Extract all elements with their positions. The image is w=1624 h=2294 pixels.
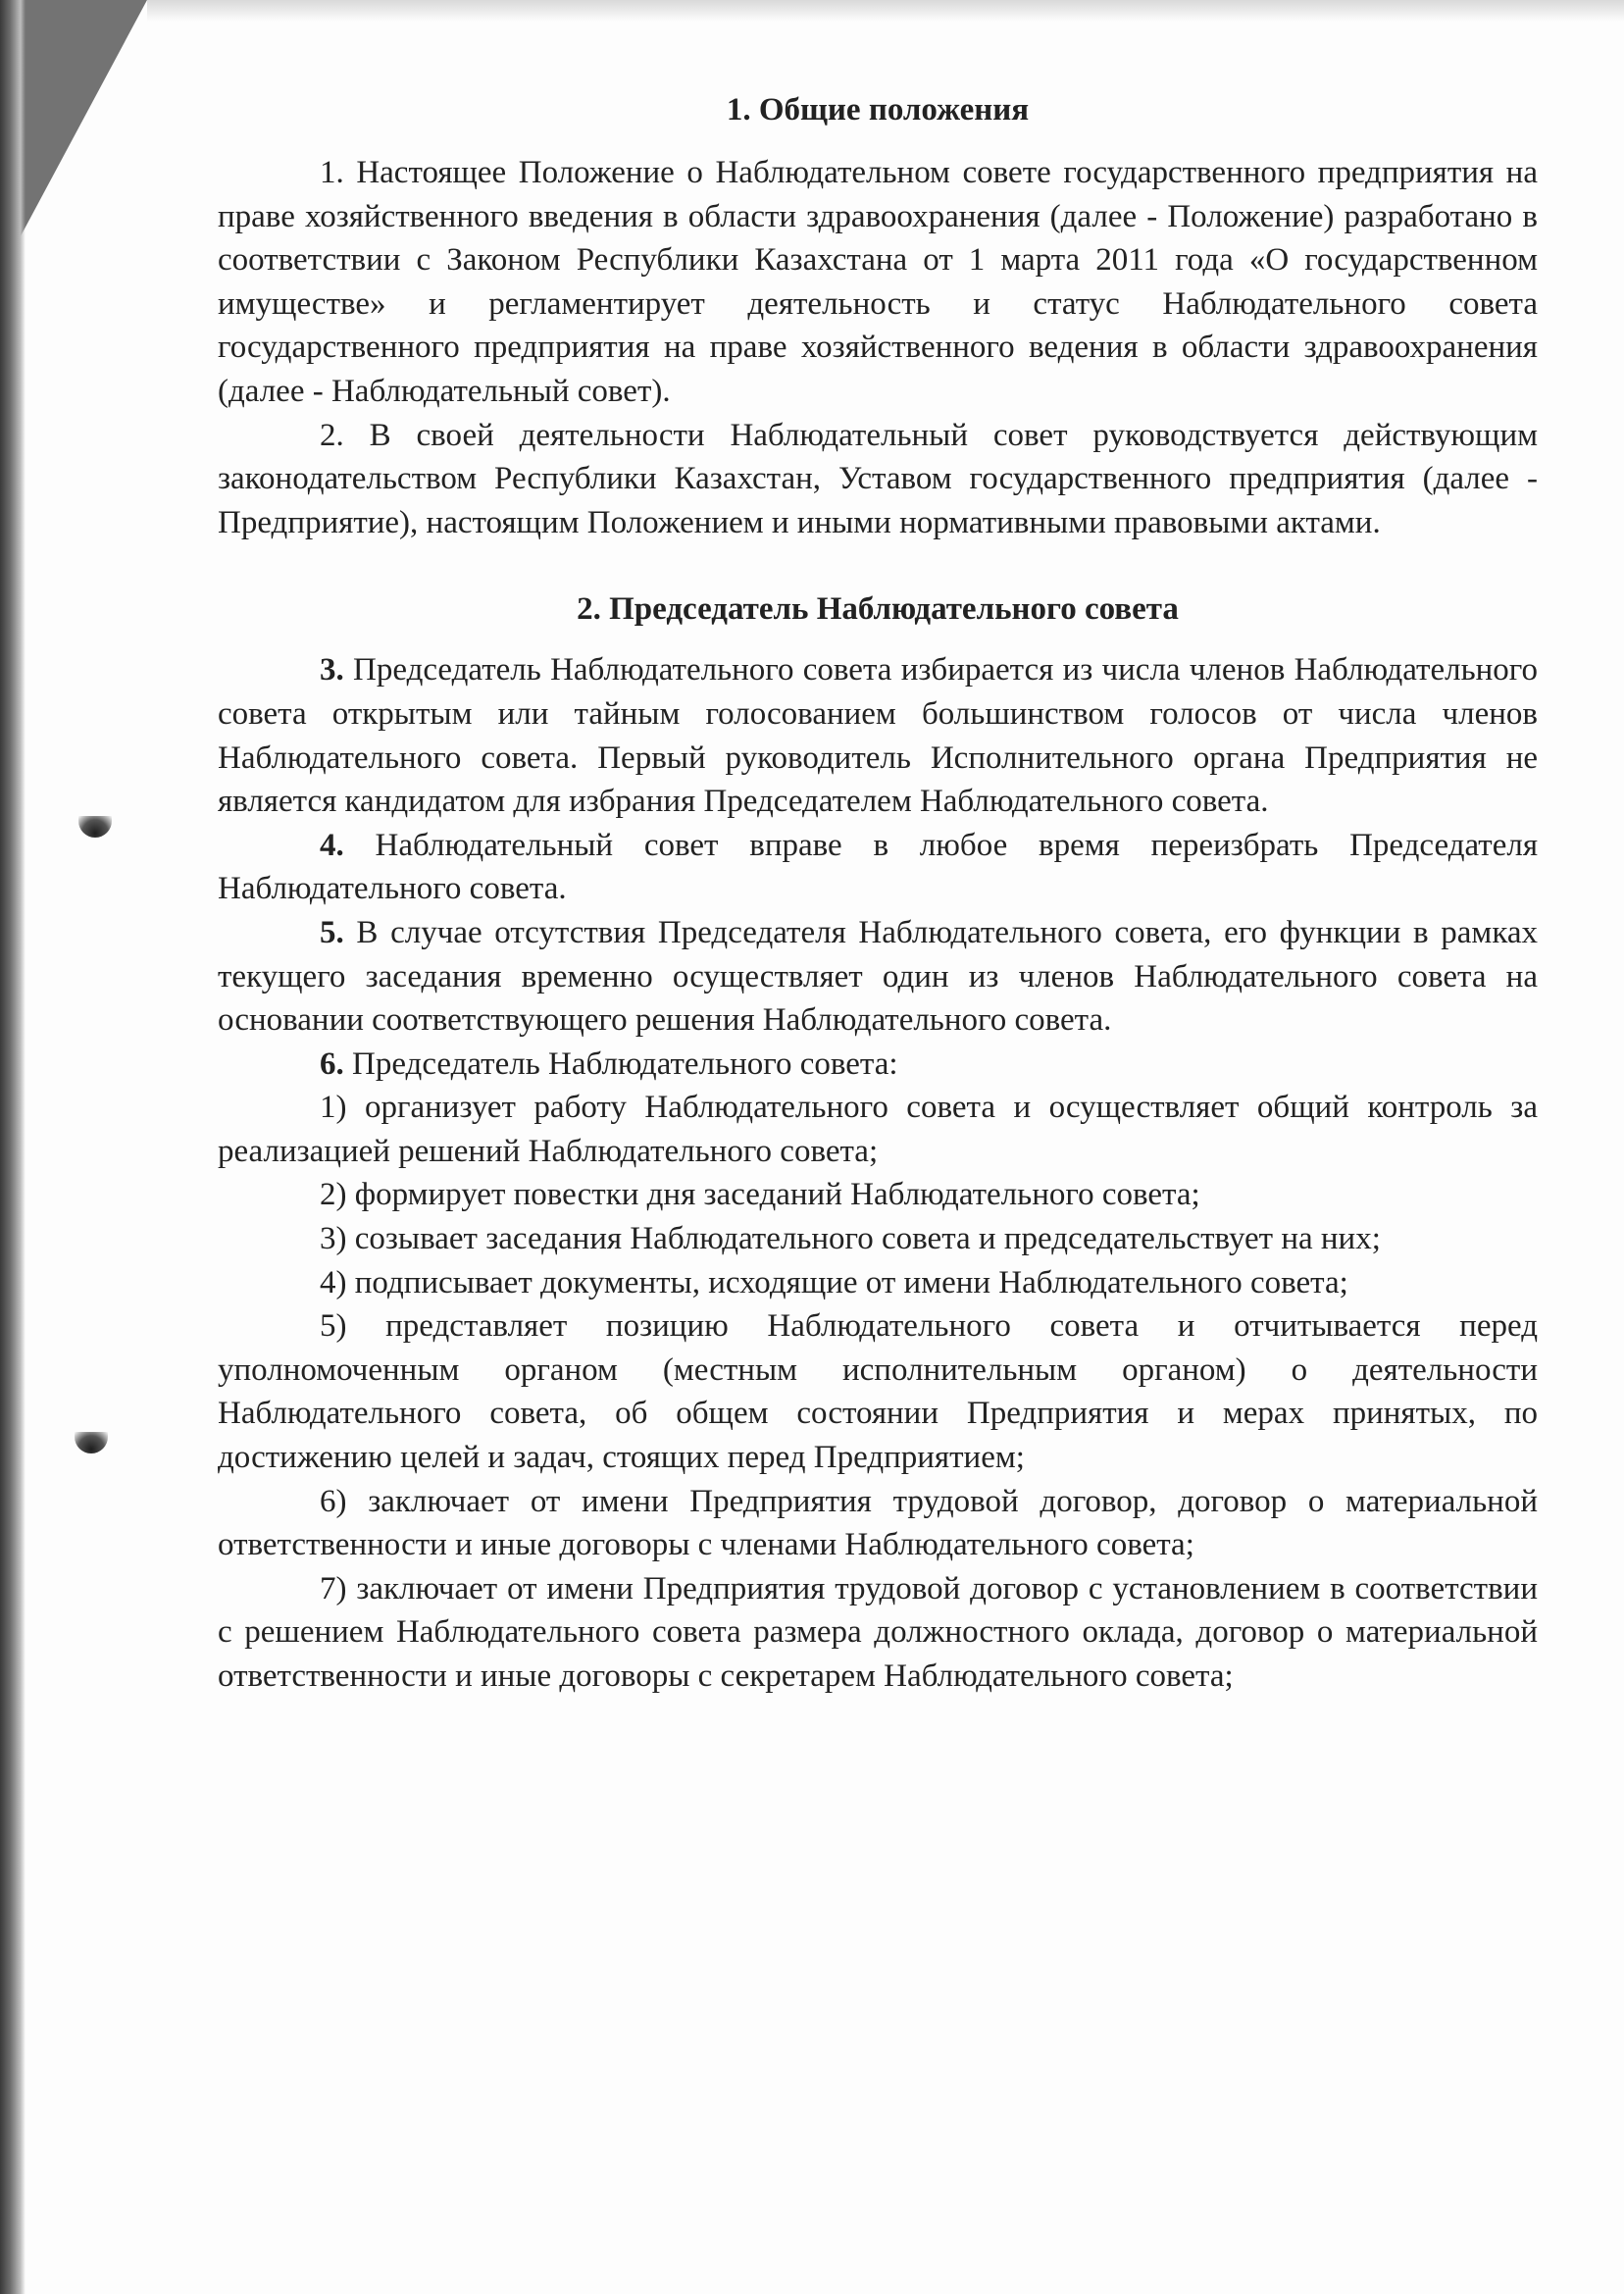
- paragraph-1: 1. Настоящее Положение о Наблюдательном совете государственного предприятия на праве хозяйственного введения в области здравоохранения (далее - Положение) разработано в соответствии с Законом Республики Казахстана от 1 марта 2011 года «О государственном имуществе» и регламентирует деятельность и статус Наблюдательного совета государственного предприятия на праве хозяйственного ведения в области здравоохранения (далее - Наблюдательный совет).: [218, 155, 1538, 409]
- item-text: Наблюдательный совет вправе в любое время переизбрать Председателя Наблюдательного совета.: [218, 827, 1538, 907]
- subitem-1: 1) организует работу Наблюдательного совета и осуществляет общий контроль за реализацией решений Наблюдательного совета;: [218, 1090, 1538, 1169]
- item-text: Председатель Наблюдательного совета:: [343, 1045, 898, 1082]
- item-number: 4.: [320, 827, 344, 863]
- subitem-6: 6) заключает от имени Предприятия трудовой договор, договор о материальной ответственности и иные договоры с членами Наблюдательного совета;: [218, 1483, 1538, 1563]
- document-body: [218, 88, 1538, 1699]
- subitem-2: 2) формирует повестки дня заседаний Наблюдательного совета;: [320, 1177, 1200, 1213]
- page-left-edge-shadow: [0, 0, 25, 2294]
- item-number: 3.: [320, 652, 344, 688]
- subitem-3: 3) созывает заседания Наблюдательного совета и председательствует на них;: [320, 1221, 1381, 1257]
- paragraph-3: [218, 648, 1538, 823]
- punch-hole-mark: [75, 1432, 108, 1453]
- item-text: Председатель Наблюдательного совета избирается из числа членов Наблюдательного совета открытым или тайным голосованием большинством голосов от числа членов Наблюдательного совета. Первый руководитель Исполнительного органа Предприятия не является кандидатом для избрания Председателем Наблюдательного совета.: [218, 652, 1538, 820]
- item-text: В случае отсутствия Председателя Наблюдательного совета, его функции в рамках текущего заседания временно осуществляет один из членов Наблюдательного совета на основании соответствующего решения Наблюдательного совета.: [218, 914, 1538, 1039]
- paragraph-5: [218, 911, 1538, 1043]
- item-number: 5.: [320, 914, 344, 950]
- page-top-shadow: [147, 0, 1624, 22]
- subitem-4: 4) подписывает документы, исходящие от имени Наблюдательного совета;: [320, 1264, 1348, 1300]
- section-1-heading: 1. Общие положения: [726, 92, 1030, 127]
- section-2-heading: 2. Председатель Наблюдательного совета: [577, 591, 1179, 628]
- item-number: 6.: [320, 1045, 344, 1082]
- punch-hole-mark: [78, 816, 112, 838]
- subitem-5: 5) представляет позицию Наблюдательного совета и отчитывается перед уполномоченным органом (местным исполнительным органом) о деятельности Наблюдательного совета, об общем состоянии Предприятия и мерах принятых, по достижению целей и задач, стоящих перед Предприятием;: [218, 1308, 1538, 1476]
- subitem-7: 7) заключает от имени Предприятия трудовой договор с установлением в соответствии с решением Наблюдательного совета размера должностного оклада, договор о материальной ответственности и иные договоры с секретарем Наблюдательного совета;: [218, 1570, 1538, 1694]
- paragraph-4: [218, 824, 1538, 911]
- paragraph-2: 2. В своей деятельности Наблюдательный совет руководствуется действующим законодательством Республики Казахстан, Уставом государственного предприятия (далее - Предприятие), настоящим Положением и иными нормативными правовыми актами.: [218, 417, 1538, 540]
- paragraph-6: [218, 1043, 1538, 1087]
